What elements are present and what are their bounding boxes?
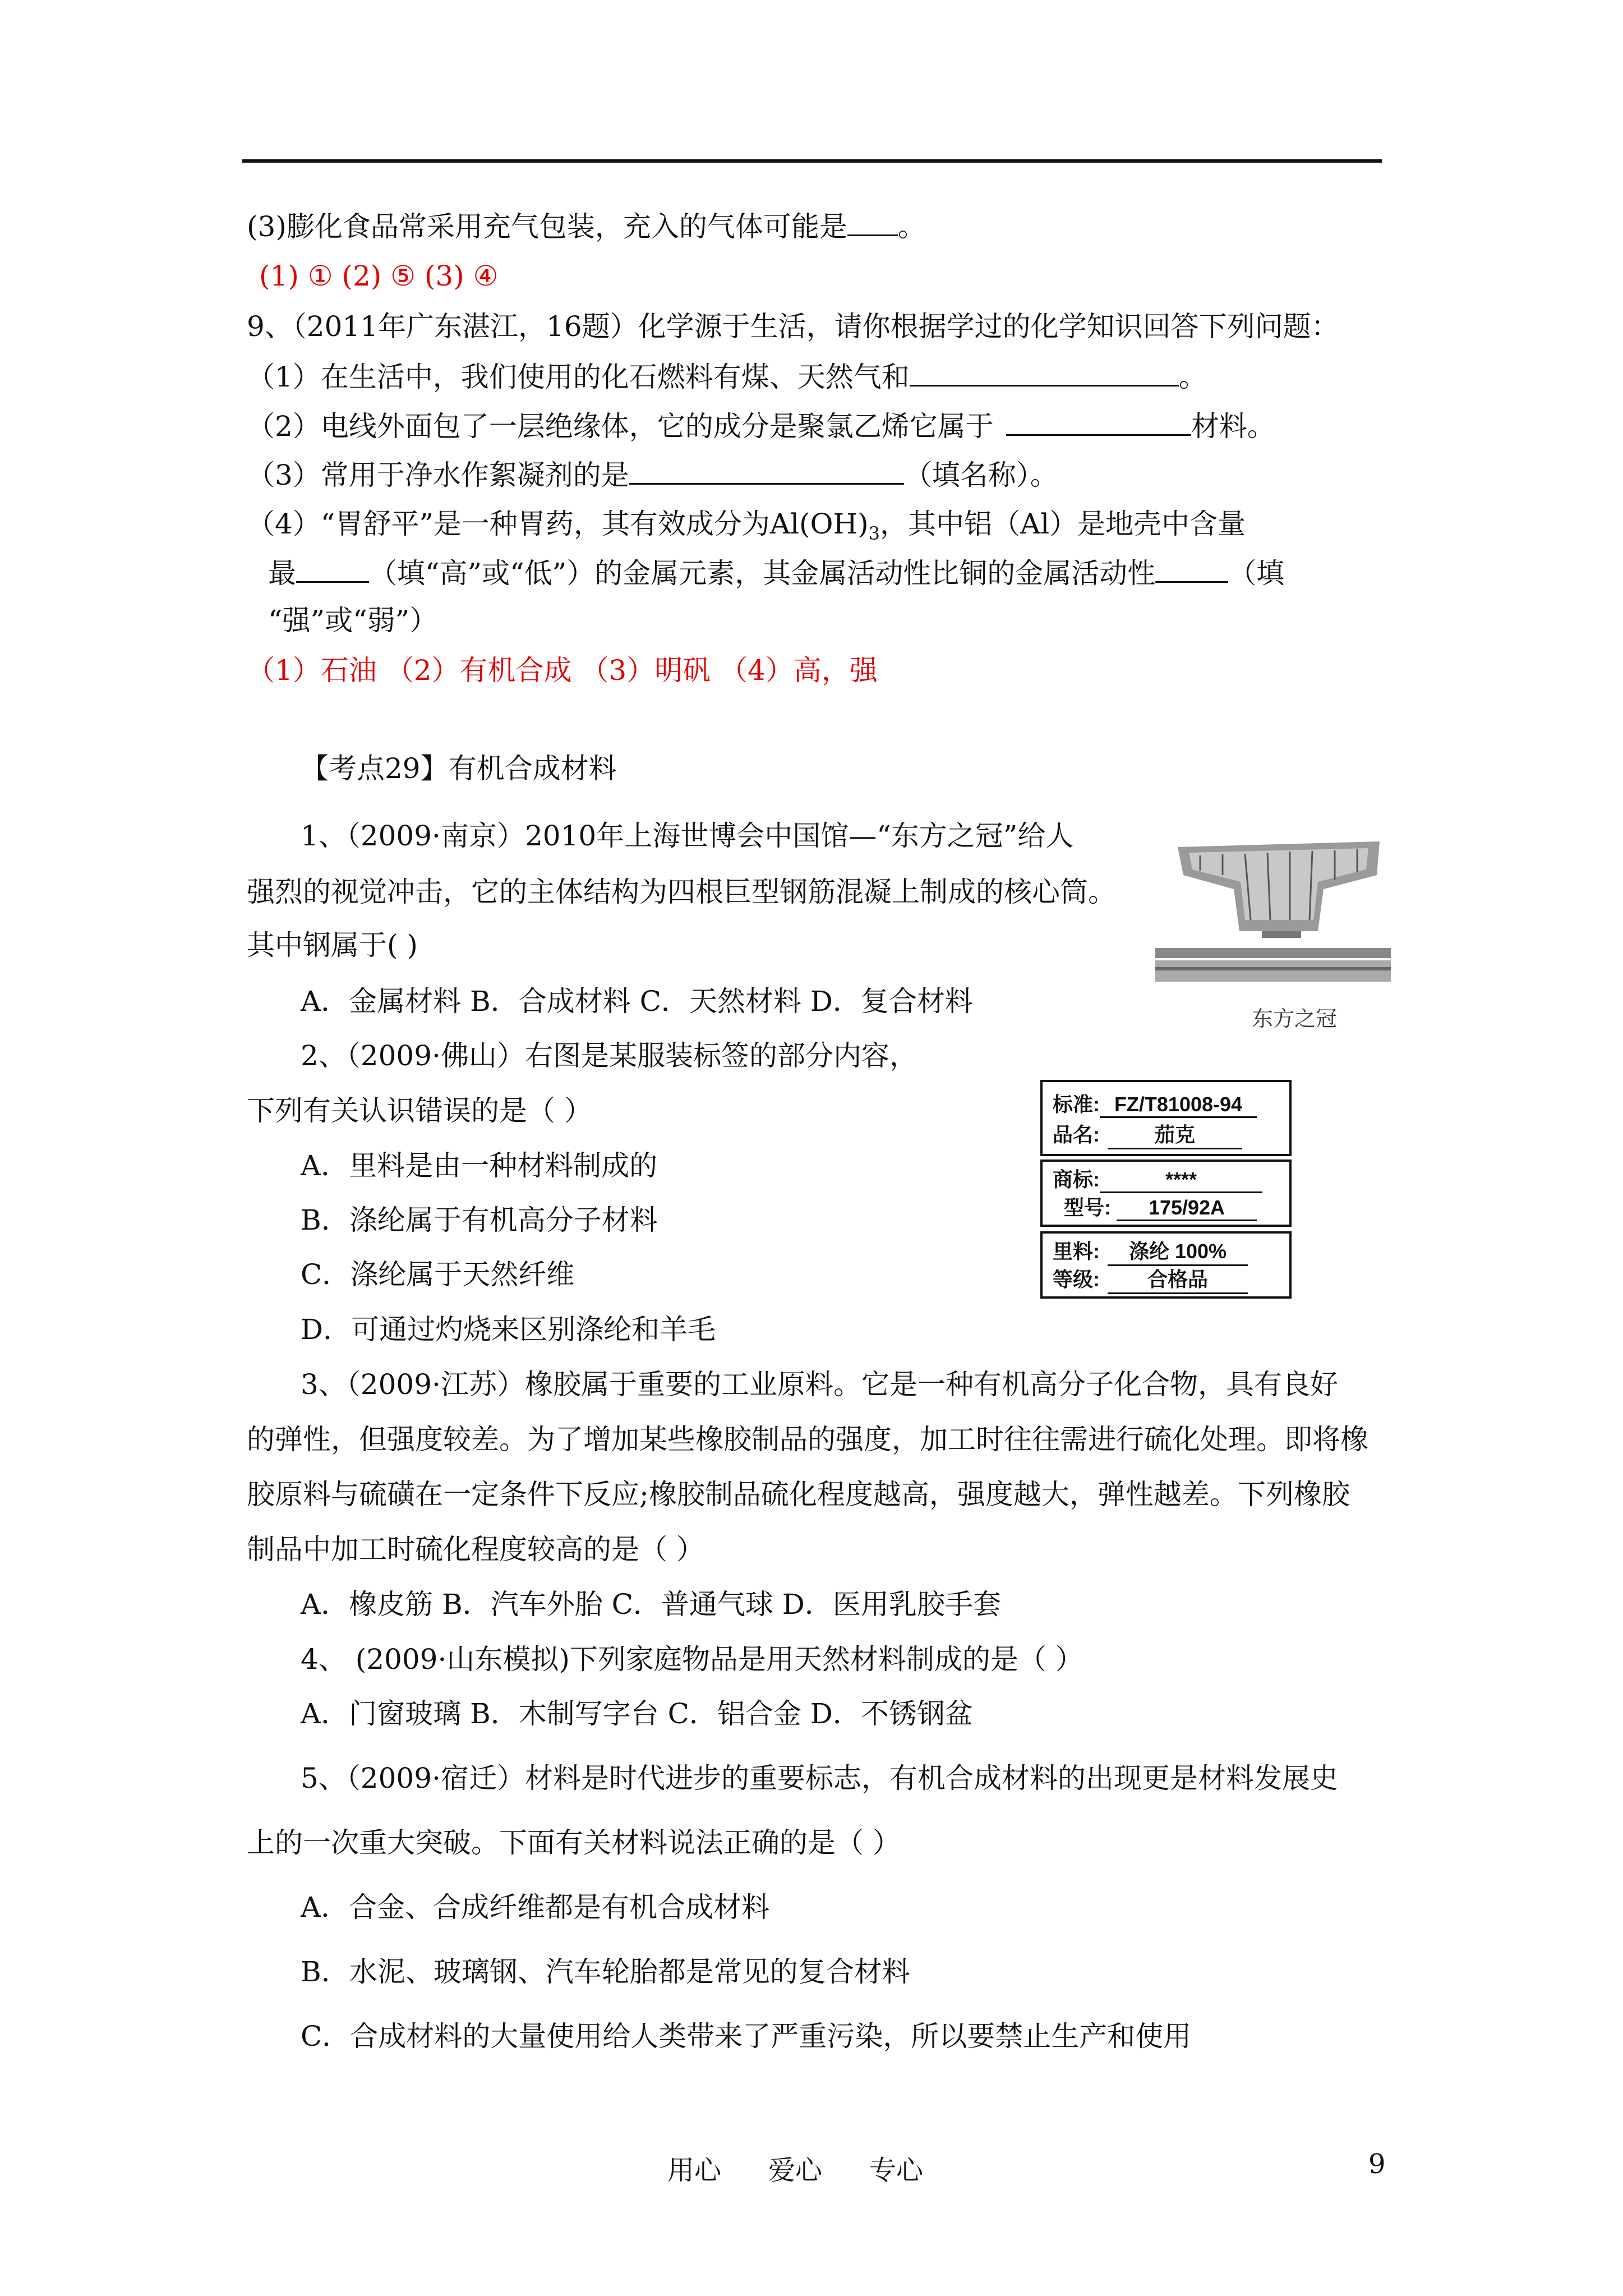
q9-stem: 9、（2011年广东湛江，16题）化学源于生活，请你根据学过的化学知识回答下列问题： xyxy=(247,310,1339,343)
p3-line4: 制品中加工时硫化程度较高的是（ ） xyxy=(247,1533,704,1566)
p1-line3: 其中钢属于( ) xyxy=(247,929,418,961)
q8-answer: (1) ① (2) ⑤ (3) ④ xyxy=(259,260,499,292)
p3-line2: 的弹性，但强度较差。为了增加某些橡胶制品的强度，加工时往往需进行硫化处理。即将橡 xyxy=(247,1423,1368,1456)
q9-sub4-line3: “强”或“弱”） xyxy=(268,604,438,637)
q9-sub4-line2: 最 （填“高”或“低”）的金属元素，其金属活动性比铜的金属活动性 （填 xyxy=(268,555,1284,590)
label-lining: 里料: 涤纶 100% xyxy=(1053,1236,1248,1266)
p2-line1: 2、（2009·佛山）右图是某服装标签的部分内容， xyxy=(301,1039,917,1072)
label-model: 型号: 175/92A xyxy=(1053,1192,1257,1221)
section-title: 【考点29】有机合成材料 xyxy=(301,752,617,785)
p1-line2: 强烈的视觉冲击，它的主体结构为四根巨型钢筋混凝上制成的核心筒。 xyxy=(247,876,1116,908)
label-brand: 商标: **** xyxy=(1053,1164,1262,1193)
p1-options: A．金属材料 B．合成材料 C．天然材料 D．复合材料 xyxy=(301,985,973,1018)
p5-option-a: A．合金、合成纤维都是有机合成材料 xyxy=(301,1891,770,1924)
p2-option-b: B．涤纶属于有机高分子材料 xyxy=(301,1204,658,1236)
p3-options: A．橡皮筋 B．汽车外胎 C．普通气球 D．医用乳胶手套 xyxy=(301,1588,1001,1621)
p4-options: A．门窗玻璃 B．木制写字台 C．铝合金 D．不锈钢盆 xyxy=(301,1697,973,1730)
p2-option-a: A．里料是由一种材料制成的 xyxy=(301,1149,658,1182)
clothing-label xyxy=(1040,1080,1298,1304)
q9-sub4-line1: （4）“胃舒平”是一种胃药，其有效成分为$Al(OH)_3$，其中铝（Al）是地壳中含量 xyxy=(247,508,1246,544)
page-number: 9 xyxy=(1368,2148,1386,2180)
label-standard: 标准: FZ/T81008-94 xyxy=(1053,1089,1257,1118)
p2-line2: 下列有关认识错误的是（ ） xyxy=(247,1094,592,1127)
footer-text-1: 用心 xyxy=(667,2155,722,2186)
photo-caption: 东方之冠 xyxy=(1252,1006,1338,1031)
p5-line1: 5、（2009·宿迁）材料是时代进步的重要标志，有机合成材料的出现更是材料发展史 xyxy=(301,1762,1338,1795)
p1-line1: 1、（2009·南京）2010年上海世博会中国馆—“东方之冠”给人 xyxy=(301,820,1074,852)
header-rule xyxy=(242,159,1382,163)
label-product-name: 品名: 茄克 xyxy=(1053,1119,1242,1149)
p3-line3: 胶原料与硫磺在一定条件下反应;橡胶制品硫化程度越高，强度越大，弹性越差。下列橡胶 xyxy=(247,1478,1350,1511)
q9-sub2: （2）电线外面包了一层绝缘体，它的成分是聚氯乙烯它属于 材料。 xyxy=(247,408,1275,443)
p5-option-c: C．合成材料的大量使用给人类带来了严重污染，所以要禁止生产和使用 xyxy=(301,2020,1192,2053)
p2-option-c: C．涤纶属于天然纤维 xyxy=(301,1258,575,1291)
q8-sub3: (3)膨化食品常采用充气包装，充入的气体可能是 。 xyxy=(247,209,926,243)
q9-sub3: （3）常用于净水作絮凝剂的是 （填名称）。 xyxy=(247,457,1058,492)
footer-text-2: 爱心 xyxy=(768,2155,823,2186)
p4-line1: 4、 (2009·山东模拟)下列家庭物品是用天然材料制成的是（ ） xyxy=(301,1643,1083,1676)
footer-text-3: 专心 xyxy=(869,2155,924,2186)
q9-answer: （1）石油 （2）有机合成 （3）明矾 （4）高，强 xyxy=(247,654,878,687)
p2-option-d: D．可通过灼烧来区别涤纶和羊毛 xyxy=(301,1313,716,1346)
q9-sub1: （1）在生活中，我们使用的化石燃料有煤、天然气和 。 xyxy=(247,359,1207,394)
label-grade: 等级: 合格品 xyxy=(1053,1264,1248,1294)
p5-option-b: B．水泥、玻璃钢、汽车轮胎都是常见的复合材料 xyxy=(301,1955,910,1988)
p5-line2: 上的一次重大突破。下面有关材料说法正确的是（ ） xyxy=(247,1826,901,1859)
east-crown-photo xyxy=(1155,836,1391,982)
p3-line1: 3、（2009·江苏）橡胶属于重要的工业原料。它是一种有机高分子化合物，具有良好 xyxy=(301,1368,1338,1401)
